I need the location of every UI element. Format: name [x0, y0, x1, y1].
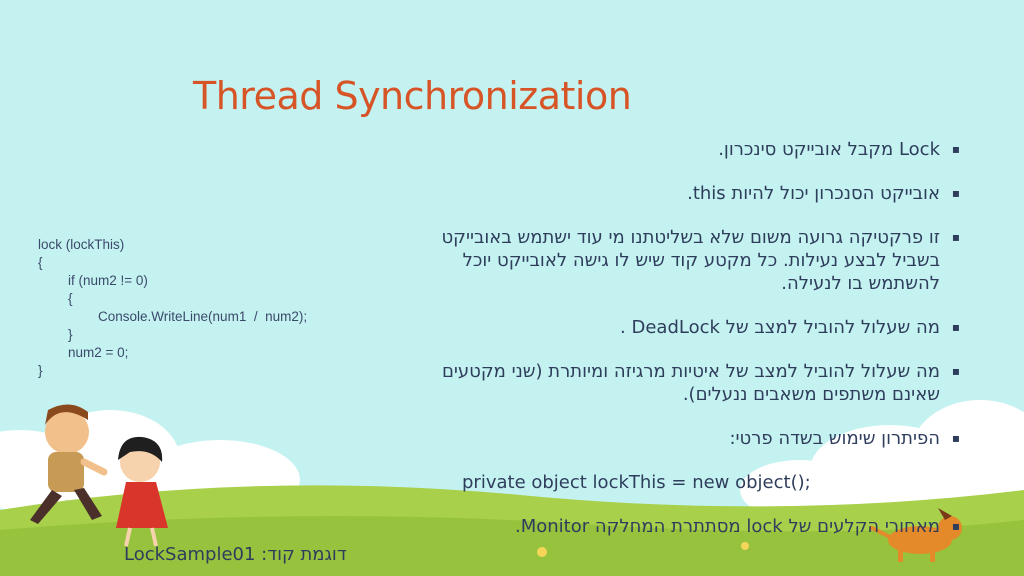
- bullet-item: ▪ הפיתרון שימוש בשדה פרטי:: [400, 427, 960, 450]
- code-line: if (num2 != 0): [68, 273, 148, 288]
- bullet-item: ▪ אובייקט הסנכרון יכול להיות this.: [400, 182, 960, 205]
- bullet-item: ▪ מה שעלול להוביל למצב של DeadLock .: [400, 316, 960, 339]
- code-line: lock (lockThis): [38, 237, 125, 252]
- slide-title: Thread Synchronization: [193, 74, 632, 118]
- bullet-list: [400, 138, 960, 559]
- code-block: [38, 236, 307, 380]
- bullet-item: ▪ Lock מקבל אובייקט סינכרון.: [400, 138, 960, 161]
- code-sample-caption: דוגמת קוד: LockSample01: [124, 544, 347, 565]
- code-line: Console.WriteLine(num1 / num2);: [98, 309, 308, 324]
- code-line: {: [68, 291, 73, 306]
- bullet-item: ▪ זו פרקטיקה גרועה משום שלא בשליטתנו מי עוד ישתמש באובייקט בשביל לבצע נעילות. כל מקטע קוד שיש לו גישה לאובייקט יוכל להשתמש בו לנעילה.: [400, 226, 960, 295]
- code-line: num2 = 0;: [68, 345, 129, 360]
- code-example-line: private object lockThis = new object();: [462, 472, 811, 493]
- bullet-item: ▪ מה שעלול להוביל למצב של איטיות מרגיזה ומיותרת (שני מקטעים שאינם משתפים משאבים ננעלים).: [400, 360, 960, 406]
- code-line: }: [38, 363, 43, 378]
- bullet-item: ▪ מאחורי הקלעים של lock מסתתרת המחלקה Monitor.: [400, 515, 960, 538]
- code-line: }: [68, 327, 73, 342]
- code-line: {: [38, 255, 43, 270]
